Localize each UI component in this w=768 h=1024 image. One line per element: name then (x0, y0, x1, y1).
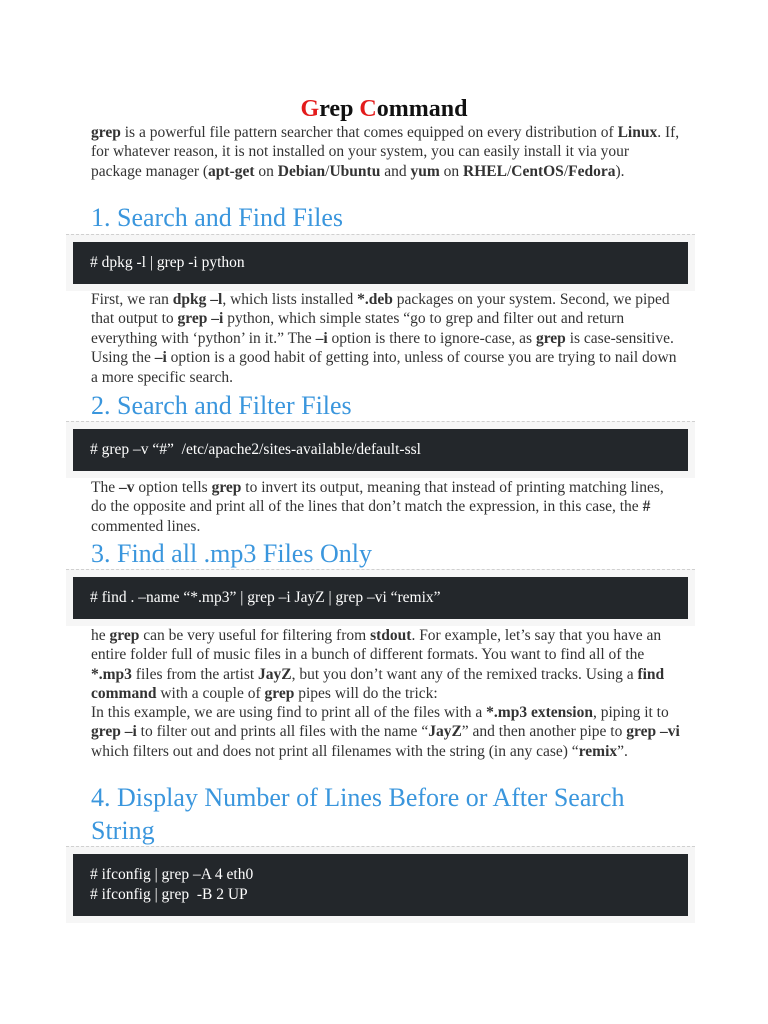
section-heading-display-lines: 4. Display Number of Lines Before or After Search String (91, 783, 625, 845)
intro-paragraph: grep is a powerful file pattern searcher that comes equipped on every distribution of Linux. If, for whatever reason, it is not installed on your system, you can easily install it via your package manager (apt-get on Debian/Ubuntu and yum on RHEL/CentOS/Fedora). (91, 124, 680, 180)
code-line: # find . –name “*.mp3” | grep –i JayZ | grep –vi “remix” (90, 589, 441, 606)
section-heading-search-find: 1. Search and Find Files (91, 203, 344, 232)
code-line: # grep –v “#” /etc/apache2/sites-available/default-ssl (90, 441, 421, 458)
section-paragraph: The –v option tells grep to invert its output, meaning that instead of printing matching lines, do the opposite and print all of the lines that don’t match the expression, in this case, the # commented lines. (91, 479, 664, 535)
title-letter-c: C (359, 96, 377, 122)
section-paragraph: In this example, we are using find to print all of the files with a *.mp3 extension, piping it to grep –i to filter out and prints all files with the name “JayZ” and then another pipe to grep –vi which filters out and does not print all filenames with the string (in any case) “remix”. (91, 704, 680, 760)
title-part: ommand (376, 96, 468, 122)
code-line: # ifconfig | grep -B 2 UP (90, 886, 248, 903)
section-paragraph: he grep can be very useful for filtering from stdout. For example, let’s say that you have an entire folder full of music files in a bunch of different formats. You want to find all of the *.mp3 files from the artist JayZ, but you don’t want any of the remixed tracks. Using a find command with a couple of grep pipes will do the trick: (91, 627, 665, 703)
title-part: rep (319, 96, 360, 122)
code-block (66, 234, 695, 291)
code-block (66, 421, 695, 478)
title-letter-g: G (300, 96, 320, 122)
code-block (66, 846, 695, 923)
section-heading-find-mp3: 3. Find all .mp3 Files Only (91, 539, 372, 568)
page-title (0, 95, 768, 123)
section-heading-search-filter: 2. Search and Filter Files (91, 391, 352, 420)
code-line: # dpkg -l | grep -i python (90, 254, 245, 271)
section-paragraph: First, we ran dpkg –l, which lists installed *.deb packages on your system. Second, we piped that output to grep –i python, which simple states “go to grep and filter out and return everything with ‘python’ in it.” The –i option is there to ignore-case, as grep is case-sensitive. Using the –i option is a good habit of getting into, unless of course you are trying to nail down a more specific search. (91, 291, 677, 386)
code-block (66, 569, 695, 626)
code-line: # ifconfig | grep –A 4 eth0 (90, 866, 254, 883)
